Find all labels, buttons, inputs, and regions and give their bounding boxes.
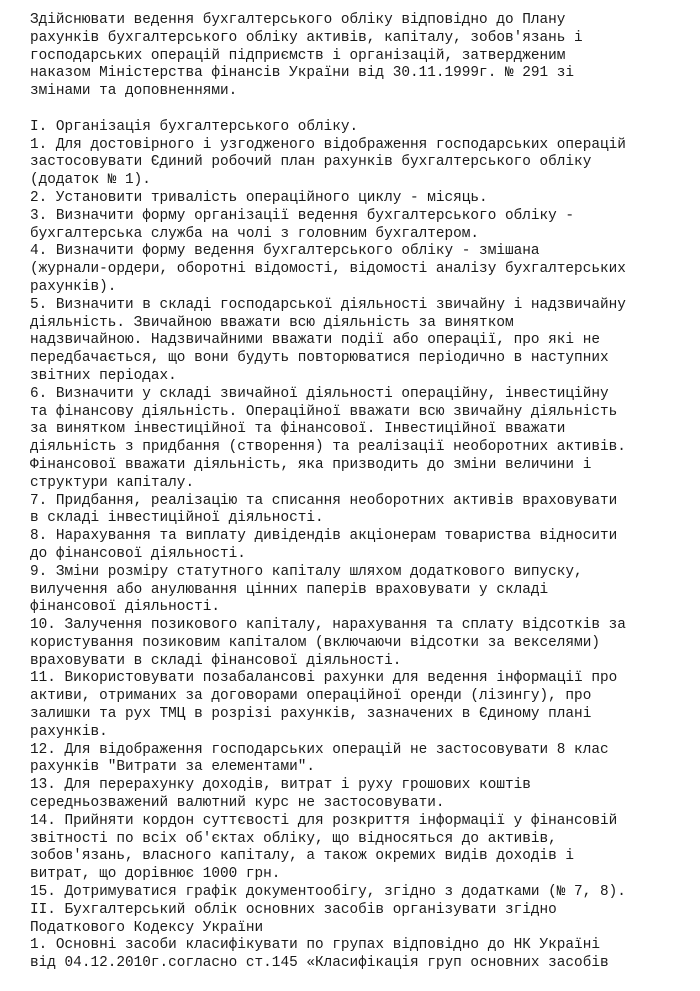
document-line: від 04.12.2010г.согласно ст.145 «Класифікація груп основних засобів	[30, 955, 609, 972]
document-line: діяльність. Звичайною вважати всю діяльність за винятком	[30, 314, 514, 331]
document-line: зобов'язань, власного капіталу, а також окремих видів доходів і	[30, 848, 575, 865]
document-line: бухгалтерська служба на чолі з головним бухгалтером.	[30, 225, 480, 242]
document-line: 8. Нарахування та виплату дивідендів акціонерам товариства відносити	[30, 528, 618, 545]
document-line: (додаток № 1).	[30, 172, 151, 189]
document-line: активи, отриманих за договорами операційної оренди (лізингу), про	[30, 688, 592, 705]
document-line: за винятком інвестиційної та фінансової. Інвестиційної вважати	[30, 421, 566, 438]
document-line: звітних періодах.	[30, 367, 177, 384]
document-line: Фінансової вважати діяльність, яка призводить до зміни величини і	[30, 456, 592, 473]
document-line: користування позиковим капіталом (включаючи відсотки за векселями)	[30, 634, 600, 651]
document-line: 11. Використовувати позабалансові рахунки для ведення інформації про	[30, 670, 618, 687]
document-line: 7. Придбання, реалізацію та списання необоротних активів враховувати	[30, 492, 618, 509]
document-line: 9. Зміни розміру статутного капіталу шляхом додаткового випуску,	[30, 563, 583, 580]
document-line: фінансової діяльності.	[30, 599, 220, 616]
document-line: передбачається, що вони будуть повторюватися періодично в наступних	[30, 350, 609, 367]
document-line: в складі інвестиційної діяльності.	[30, 510, 324, 527]
document-line: 13. Для перерахунку доходів, витрат і руху грошових коштів	[30, 777, 531, 794]
document-line: рахунків бухгалтерського обліку активів, капіталу, зобов'язань і	[30, 29, 583, 46]
document-line: господарських операцій підприємств і організацій, затвердженим	[30, 47, 566, 64]
document-line	[30, 101, 700, 119]
document-line: діяльність з придбання (створення) та реалізації необоротних активів.	[30, 439, 626, 456]
document-line: витрат, що дорівнює 1000 грн.	[30, 866, 281, 883]
document-line: рахунків.	[30, 723, 108, 740]
document-line: надзвичайною. Надзвичайними вважати події або операції, про які не	[30, 332, 600, 349]
document-line: до фінансової діяльності.	[30, 545, 246, 562]
document-line: змінами та доповненнями.	[30, 83, 238, 100]
document-line: залишки та рух ТМЦ в розрізі рахунків, зазначених в Єдиному плані	[30, 706, 592, 723]
document-line: структури капіталу.	[30, 474, 195, 491]
document-line: наказом Міністерства фінансів України від 30.11.1999г. № 291 зі	[30, 65, 575, 82]
document-line: Здійснювати ведення бухгалтерського обліку відповідно до Плану	[30, 12, 566, 28]
document-line: Податкового Кодексу України	[30, 919, 264, 936]
document-line: рахунків "Витрати за елементами".	[30, 759, 315, 776]
document-line: рахунків).	[30, 278, 117, 295]
document-line: 5. Визначити в складі господарської діяльності звичайну і надзвичайну	[30, 296, 626, 313]
document-line: 10. Залучення позикового капіталу, нарахування та сплату відсотків за	[30, 617, 626, 634]
document-line: 4. Визначити форму ведення бухгалтерського обліку - змішана	[30, 243, 540, 260]
document-line: I. Організація бухгалтерського обліку.	[30, 118, 359, 135]
document-line: 1. Основні засоби класифікувати по групах відповідно до НК Україні	[30, 937, 600, 954]
document-line: (журнали-ордери, оборотні відомості, відомості аналізу бухгалтерських	[30, 261, 626, 278]
document-line: враховувати в складі фінансової діяльності.	[30, 652, 402, 669]
document-line: 12. Для відображення господарських операцій не застосовувати 8 клас	[30, 741, 609, 758]
document-body	[30, 12, 700, 973]
document-line: 14. Прийняти кордон суттєвості для розкриття інформації у фінансовій	[30, 812, 618, 829]
document-line: та фінансову діяльність. Операційної вважати всю звичайну діяльність	[30, 403, 618, 420]
document-line: 2. Установити тривалість операційного циклу - місяць.	[30, 189, 488, 206]
document-line: 6. Визначити у складі звичайної діяльності операційну, інвестиційну	[30, 385, 609, 402]
document-line: 3. Визначити форму організації ведення бухгалтерського обліку -	[30, 207, 575, 224]
document-line: 1. Для достовірного і узгодженого відображення господарських операцій	[30, 136, 626, 153]
document-line: II. Бухгалтерський облік основних засобів організувати згідно	[30, 901, 557, 918]
document-line: вилучення або анулювання цінних паперів враховувати у складі	[30, 581, 549, 598]
document-line: звітності по всіх об'єктах обліку, що відносяться до активів,	[30, 830, 557, 847]
document-line: застосовувати Єдиний робочий план рахунків бухгалтерського обліку	[30, 154, 592, 171]
document-line: середньозважений валютний курс не застосовувати.	[30, 795, 445, 812]
document-line: 15. Дотримуватися графік документообігу, згідно з додатками (№ 7, 8).	[30, 884, 626, 901]
